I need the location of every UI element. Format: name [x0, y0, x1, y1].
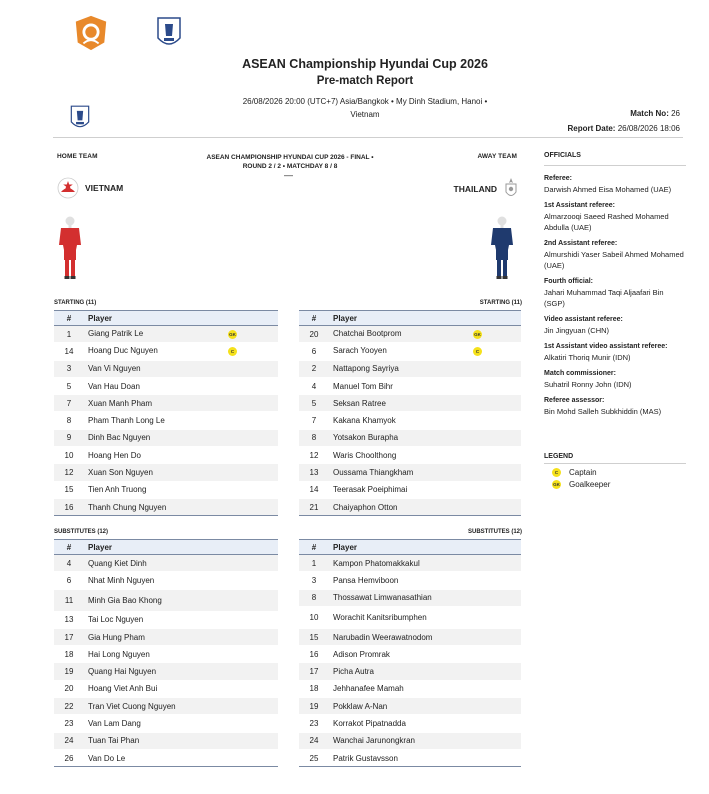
home-subs-label: SUBSTITUTES (12) — [54, 529, 109, 535]
table-row — [54, 395, 278, 412]
player-name: Worachit Kanitsribumphen — [333, 612, 427, 622]
player-name: Giang Patrik Le — [88, 329, 144, 339]
player-name: Hai Long Nguyen — [88, 649, 150, 659]
table-row — [299, 646, 521, 663]
player-name-cell — [329, 715, 521, 732]
player-name-cell — [84, 698, 278, 715]
table-header-row — [299, 311, 521, 326]
table-row — [54, 749, 278, 766]
player-name: Van Lam Dang — [88, 719, 141, 729]
player-name: Tuan Tai Phan — [88, 736, 140, 746]
player-name-cell — [84, 343, 278, 360]
legend-item — [544, 480, 686, 489]
player-name: Oussama Thiangkham — [333, 468, 414, 478]
player-number: 17 — [299, 663, 329, 680]
home-starting-label: STARTING (11) — [54, 300, 97, 306]
table-row — [54, 481, 278, 498]
player-name: Pham Thanh Long Le — [88, 416, 165, 426]
player-name-cell — [84, 498, 278, 515]
header-divider — [53, 137, 683, 138]
column-header-number: # — [54, 540, 84, 555]
table-row — [54, 498, 278, 515]
asean-cup-logo — [156, 14, 182, 52]
player-name-cell — [329, 628, 521, 645]
player-name-cell — [329, 749, 521, 766]
legend-panel — [544, 453, 686, 492]
player-name: Hoang Viet Anh Bui — [88, 684, 158, 694]
table-row — [299, 429, 521, 446]
player-number: 13 — [54, 611, 84, 628]
official-role: 1st Assistant referee: — [544, 202, 615, 209]
player-name: Van Vi Nguyen — [88, 364, 141, 374]
official-role: Video assistant referee: — [544, 316, 623, 323]
home-team-label: HOME TEAM — [57, 153, 98, 160]
player-name-cell — [329, 377, 521, 394]
afc-logo — [72, 14, 110, 52]
official-name: Alkatiri Thoriq Munir (IDN) — [544, 353, 631, 362]
table-row — [54, 646, 278, 663]
official-role: Referee assessor: — [544, 397, 605, 404]
table-row — [299, 481, 521, 498]
player-name-cell — [329, 481, 521, 498]
player-name: Hoang Duc Nguyen — [88, 346, 158, 356]
player-number: 23 — [54, 715, 84, 732]
official-name: Almarzooqi Saeed Rashed Mohamed Abdulla (UAE) — [544, 212, 669, 232]
player-name: Thossawat Limwanasathian — [333, 593, 432, 603]
table-row — [299, 749, 521, 766]
player-name: Sarach Yooyen — [333, 346, 387, 356]
player-name: Chaiyaphon Otton — [333, 502, 398, 512]
table-row — [54, 343, 278, 360]
table-row — [54, 572, 278, 589]
thailand-crest-icon — [503, 177, 519, 201]
player-name-cell — [84, 447, 278, 464]
player-name: Quang Hai Nguyen — [88, 667, 157, 677]
player-name: Xuan Son Nguyen — [88, 468, 153, 478]
official-name: Bin Mohd Salleh Subkhiddin (MAS) — [544, 407, 662, 416]
table-row — [54, 464, 278, 481]
player-number: 25 — [299, 749, 329, 766]
report-date-value: 26/08/2026 18:06 — [617, 124, 680, 133]
player-name: Narubadin Weerawatnodom — [333, 632, 433, 642]
table-row — [299, 343, 521, 360]
player-name: Kampon Phatomakkakul — [333, 558, 420, 568]
column-header-player: Player — [329, 540, 521, 555]
table-row — [299, 498, 521, 515]
table-row — [54, 326, 278, 343]
player-name-cell — [84, 377, 278, 394]
player-name-cell — [84, 749, 278, 766]
legend-heading: LEGEND — [544, 453, 686, 464]
player-name: Yotsakon Burapha — [333, 433, 399, 443]
table-row — [299, 412, 521, 429]
captain-badge: C — [228, 347, 237, 356]
vietnam-crest-icon — [57, 177, 79, 199]
player-number: 7 — [54, 395, 84, 412]
asean-cup-logo-small — [68, 103, 92, 133]
player-name: Pokklaw A-Nan — [333, 701, 388, 711]
player-name-cell — [329, 447, 521, 464]
table-row — [54, 732, 278, 749]
table-row — [299, 395, 521, 412]
table-row — [54, 589, 278, 611]
player-name-cell — [84, 611, 278, 628]
player-name-cell — [329, 360, 521, 377]
player-number: 6 — [299, 343, 329, 360]
player-name: Tai Loc Nguyen — [88, 615, 144, 625]
player-number: 11 — [54, 589, 84, 611]
match-number-label: Match No: — [630, 109, 669, 118]
player-number: 10 — [299, 606, 329, 628]
table-row — [54, 663, 278, 680]
goalkeeper-badge: GK — [229, 332, 236, 338]
player-number: 6 — [54, 572, 84, 589]
player-number: 22 — [54, 698, 84, 715]
player-name-cell — [84, 555, 278, 572]
match-meta — [220, 95, 510, 121]
away-team-label: AWAY TEAM — [477, 153, 517, 160]
player-number: 15 — [54, 481, 84, 498]
player-number: 26 — [54, 749, 84, 766]
player-name-cell — [329, 646, 521, 663]
player-number: 5 — [54, 377, 84, 394]
away-team — [454, 177, 519, 201]
table-row — [299, 715, 521, 732]
score-placeholder: — — [284, 170, 293, 180]
officials-panel — [544, 150, 686, 422]
away-team-name: THAILAND — [453, 184, 497, 194]
player-name: Waris Choolthong — [333, 450, 397, 460]
table-row — [299, 698, 521, 715]
table-header-row — [299, 540, 521, 555]
away-subs-table — [299, 539, 521, 767]
player-name-cell — [329, 606, 521, 628]
player-number: 15 — [299, 628, 329, 645]
player-name: Patrik Gustavsson — [333, 753, 398, 763]
report-subtitle: Pre-match Report — [316, 75, 414, 87]
table-row — [54, 555, 278, 572]
match-meta-line2: Vietnam — [350, 110, 380, 119]
player-number: 14 — [299, 481, 329, 498]
player-name: Minh Gia Bao Khong — [88, 595, 162, 605]
away-starting-table — [299, 310, 521, 516]
official-name: Suhatril Ronny John (IDN) — [544, 380, 632, 389]
table-header-row — [54, 540, 278, 555]
competition-line1: ASEAN CHAMPIONSHIP HYUNDAI CUP 2026 - FINAL • — [206, 154, 374, 161]
table-header-row — [54, 311, 278, 326]
official-role: Match commissioner: — [544, 370, 616, 377]
player-number: 8 — [299, 429, 329, 446]
table-row — [54, 447, 278, 464]
player-name-cell — [329, 698, 521, 715]
player-number: 20 — [299, 326, 329, 343]
player-name: Manuel Tom Bihr — [333, 381, 393, 391]
goalkeeper-badge: GK — [474, 332, 481, 338]
player-number: 18 — [54, 646, 84, 663]
table-row — [54, 360, 278, 377]
legend-item — [544, 468, 686, 477]
player-name-cell — [329, 429, 521, 446]
player-name: Adison Promrak — [333, 649, 390, 659]
official-name: Almurshidi Yaser Sabeil Ahmed Mohamed (UAE) — [544, 250, 684, 270]
table-row — [54, 611, 278, 628]
player-number: 12 — [299, 447, 329, 464]
report-title: ASEAN Championship Hyundai Cup 2026 — [242, 57, 488, 71]
home-kit-figure — [58, 215, 82, 281]
away-subs-label: SUBSTITUTES (12) — [467, 529, 522, 535]
player-name-cell — [329, 464, 521, 481]
player-name: Wanchai Jarunongkran — [333, 736, 415, 746]
table-row — [299, 360, 521, 377]
player-number: 16 — [299, 646, 329, 663]
player-name-cell — [329, 326, 521, 343]
table-row — [299, 732, 521, 749]
player-name-cell — [84, 395, 278, 412]
player-name-cell — [84, 481, 278, 498]
official-role: Referee: — [544, 175, 573, 182]
player-name: Jehhanafee Mamah — [333, 684, 404, 694]
home-team — [57, 177, 123, 199]
player-number: 3 — [299, 572, 329, 589]
officials-list — [544, 173, 686, 417]
legend-list — [544, 468, 686, 489]
report-date — [567, 124, 680, 133]
player-number: 2 — [299, 360, 329, 377]
player-name: Korrakot Pipatnadda — [333, 719, 406, 729]
player-name-cell — [329, 663, 521, 680]
player-name-cell — [329, 680, 521, 697]
player-name-cell — [329, 589, 521, 606]
player-number: 12 — [54, 464, 84, 481]
player-number: 10 — [54, 447, 84, 464]
player-name: Thanh Chung Nguyen — [88, 502, 167, 512]
player-name-cell — [329, 498, 521, 515]
captain-badge: C — [473, 347, 482, 356]
player-name: Nhat Minh Nguyen — [88, 575, 155, 585]
official-name: Jin Jingyuan (CHN) — [544, 326, 610, 335]
player-name-cell — [84, 646, 278, 663]
official-role: Fourth official: — [544, 278, 593, 285]
player-number: 19 — [299, 698, 329, 715]
player-name: Dinh Bac Nguyen — [88, 433, 151, 443]
player-name: Seksan Ratree — [333, 398, 386, 408]
competition-line2: ROUND 2 / 2 • MATCHDAY 8 / 8 — [242, 163, 338, 170]
player-name-cell — [329, 395, 521, 412]
player-name: Gia Hung Pham — [88, 632, 145, 642]
player-name: Tran Viet Cuong Nguyen — [88, 701, 176, 711]
player-name-cell — [84, 412, 278, 429]
player-number: 17 — [54, 628, 84, 645]
player-name: Teerasak Poeiphimai — [333, 485, 408, 495]
official-name: Darwish Ahmed Eisa Mohamed (UAE) — [544, 185, 672, 194]
player-name: Tien Anh Truong — [88, 485, 147, 495]
home-team-name: VIETNAM — [85, 183, 124, 193]
player-number: 4 — [299, 377, 329, 394]
official-name: Jahari Muhammad Taqi Aljaafari Bin (SGP) — [544, 288, 664, 308]
official-role: 1st Assistant video assistant referee: — [544, 343, 668, 350]
player-number: 5 — [299, 395, 329, 412]
player-name-cell — [84, 360, 278, 377]
table-row — [54, 412, 278, 429]
player-name-cell — [329, 732, 521, 749]
player-name-cell — [84, 732, 278, 749]
player-number: 9 — [54, 429, 84, 446]
player-number: 13 — [299, 464, 329, 481]
player-number: 19 — [54, 663, 84, 680]
table-row — [299, 680, 521, 697]
match-number-value: 26 — [671, 109, 680, 118]
player-name-cell — [329, 412, 521, 429]
player-name: Pansa Hemviboon — [333, 575, 399, 585]
table-row — [299, 326, 521, 343]
table-row — [299, 555, 521, 572]
match-meta-line1: 26/08/2026 20:00 (UTC+7) Asia/Bangkok • My Dinh Stadium, Hanoi • — [242, 97, 488, 106]
player-name-cell — [84, 628, 278, 645]
column-header-number: # — [299, 311, 329, 326]
column-header-player: Player — [329, 311, 521, 326]
player-number: 20 — [54, 680, 84, 697]
table-row — [54, 715, 278, 732]
column-header-player: Player — [84, 540, 278, 555]
column-header-number: # — [54, 311, 84, 326]
player-number: 23 — [299, 715, 329, 732]
player-number: 4 — [54, 555, 84, 572]
player-number: 3 — [54, 360, 84, 377]
match-number — [630, 109, 680, 118]
player-number: 7 — [299, 412, 329, 429]
player-name: Kakana Khamyok — [333, 416, 396, 426]
table-row — [299, 628, 521, 645]
goalkeeper-badge: GK — [553, 482, 560, 487]
table-row — [299, 572, 521, 589]
player-name-cell — [329, 343, 521, 360]
player-number: 24 — [299, 732, 329, 749]
player-name-cell — [84, 715, 278, 732]
player-name-cell — [329, 572, 521, 589]
player-name-cell — [84, 572, 278, 589]
report-date-label: Report Date: — [567, 124, 616, 133]
column-header-player: Player — [84, 311, 278, 326]
legend-label: Captain — [569, 468, 597, 477]
player-number: 24 — [54, 732, 84, 749]
table-row — [299, 464, 521, 481]
captain-badge: C — [552, 468, 561, 477]
player-number: 21 — [299, 498, 329, 515]
table-row — [299, 589, 521, 606]
player-number: 14 — [54, 343, 84, 360]
table-row — [54, 377, 278, 394]
player-name-cell — [84, 589, 278, 611]
official-role: 2nd Assistant referee: — [544, 240, 618, 247]
table-row — [54, 680, 278, 697]
legend-label: Goalkeeper — [569, 480, 611, 489]
away-kit-figure — [490, 215, 514, 281]
column-header-number: # — [299, 540, 329, 555]
player-name-cell — [84, 680, 278, 697]
player-name: Van Hau Doan — [88, 381, 140, 391]
table-row — [54, 698, 278, 715]
player-name: Chatchai Bootprom — [333, 329, 402, 339]
player-name: Hoang Hen Do — [88, 450, 141, 460]
table-row — [299, 606, 521, 628]
table-row — [299, 447, 521, 464]
player-number: 1 — [54, 326, 84, 343]
player-number: 16 — [54, 498, 84, 515]
table-row — [54, 628, 278, 645]
player-name-cell — [84, 429, 278, 446]
table-row — [54, 429, 278, 446]
player-number: 1 — [299, 555, 329, 572]
player-name-cell — [84, 663, 278, 680]
competition-info — [190, 153, 390, 171]
player-name: Xuan Manh Pham — [88, 398, 153, 408]
player-name-cell — [84, 326, 278, 343]
table-row — [299, 663, 521, 680]
officials-heading: OFFICIALS — [544, 150, 686, 166]
player-name: Picha Autra — [333, 667, 374, 677]
player-number: 8 — [299, 589, 329, 606]
player-name-cell — [84, 464, 278, 481]
table-row — [299, 377, 521, 394]
home-subs-table — [54, 539, 278, 767]
home-starting-table — [54, 310, 278, 516]
player-name-cell — [329, 555, 521, 572]
player-number: 8 — [54, 412, 84, 429]
player-name: Quang Kiet Dinh — [88, 558, 147, 568]
player-name: Nattapong Sayriya — [333, 364, 399, 374]
player-name: Van Do Le — [88, 753, 126, 763]
player-number: 18 — [299, 680, 329, 697]
away-starting-label: STARTING (11) — [479, 300, 522, 306]
